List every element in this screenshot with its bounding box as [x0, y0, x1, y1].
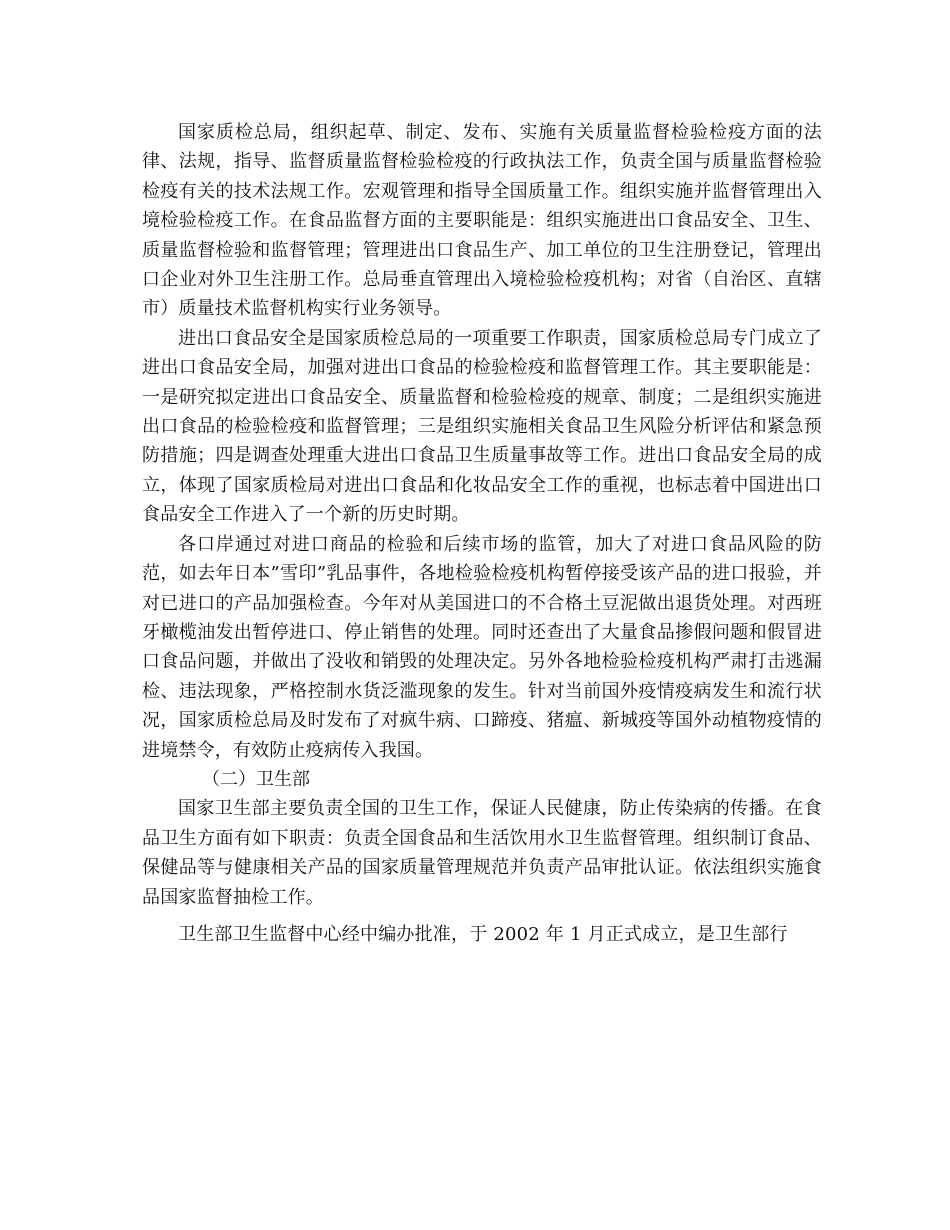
paragraph-aqsiq-duties: 国家质检总局，组织起草、制定、发布、实施有关质量监督检验检疫方面的法律、法规，指导、监督质量监督检验检疫的行政执法工作，负责全国与质量监督检验检疫有关的技术法规工作。宏观管理和指导全国质量工作。组织实施并监督管理出入境检验检疫工作。在食品监督方面的主要职能是：组织实施进出口食品安全、卫生、质量监督检验和监督管理；管理进出口食品生产、加工单位的卫生注册登记，管理出口企业对外卫生注册工作。总局垂直管理出入境检验检疫机构；对省（自治区、直辖市）质量技术监督机构实行业务领导。 [142, 122, 822, 320]
paragraph-supervision-center: 卫生部卫生监督中心经中编办批准，于 2002 年 1 月正式成立，是卫生部行 [178, 923, 788, 945]
paragraph-ministry-of-health-duties: 国家卫生部主要负责全国的卫生工作，保证人民健康，防止传染病的传播。在食品卫生方面有如下职责：负责全国食品和生活饮用水卫生监督管理。组织制订食品、保健品等与健康相关产品的国家质量管理规范并负责产品审批认证。依法组织实施食品国家监督抽检工作。 [142, 798, 822, 908]
paragraph-port-inspection: 各口岸通过对进口商品的检验和后续市场的监管，加大了对进口食品风险的防范，如去年日本”雪印”乳品事件，各地检验检疫机构暂停接受该产品的进口报验，并对已进口的产品加强检查。今年对从美国进口的不合格土豆泥做出退货处理。对西班牙橄榄油发出暂停进口、停止销售的处理。同时还查出了大量食品掺假问题和假冒进口食品问题，并做出了没收和销毁的处理决定。另外各地检验检疫机构严肃打击逃漏检、违法现象，严格控制水货泛滥现象的发生。针对当前国外疫情疫病发生和流行状况，国家质检总局及时发布了对疯牛病、口蹄疫、猪瘟、新城疫等国外动植物疫情的进境禁令，有效防止疫病传入我国。 [142, 533, 822, 761]
paragraph-food-safety-bureau: 进出口食品安全是国家质检总局的一项重要工作职责，国家质检总局专门成立了进出口食品安全局，加强对进出口食品的检验检疫和监督管理工作。其主要职能是：一是研究拟定进出口食品安全、质量监督和检验检疫的规章、制度；二是组织实施进出口食品的检验检疫和监督管理；三是组织实施相关食品卫生风险分析评估和紧急预防措施；四是调查处理重大进出口食品卫生质量事故等工作。进出口食品安全局的成立，体现了国家质检局对进出口食品和化妆品安全工作的重视，也标志着中国进出口食品安全工作进入了一个新的历史时期。 [142, 327, 822, 526]
section-heading-ministry-of-health: （二）卫生部 [202, 768, 310, 790]
document-body [142, 118, 822, 949]
